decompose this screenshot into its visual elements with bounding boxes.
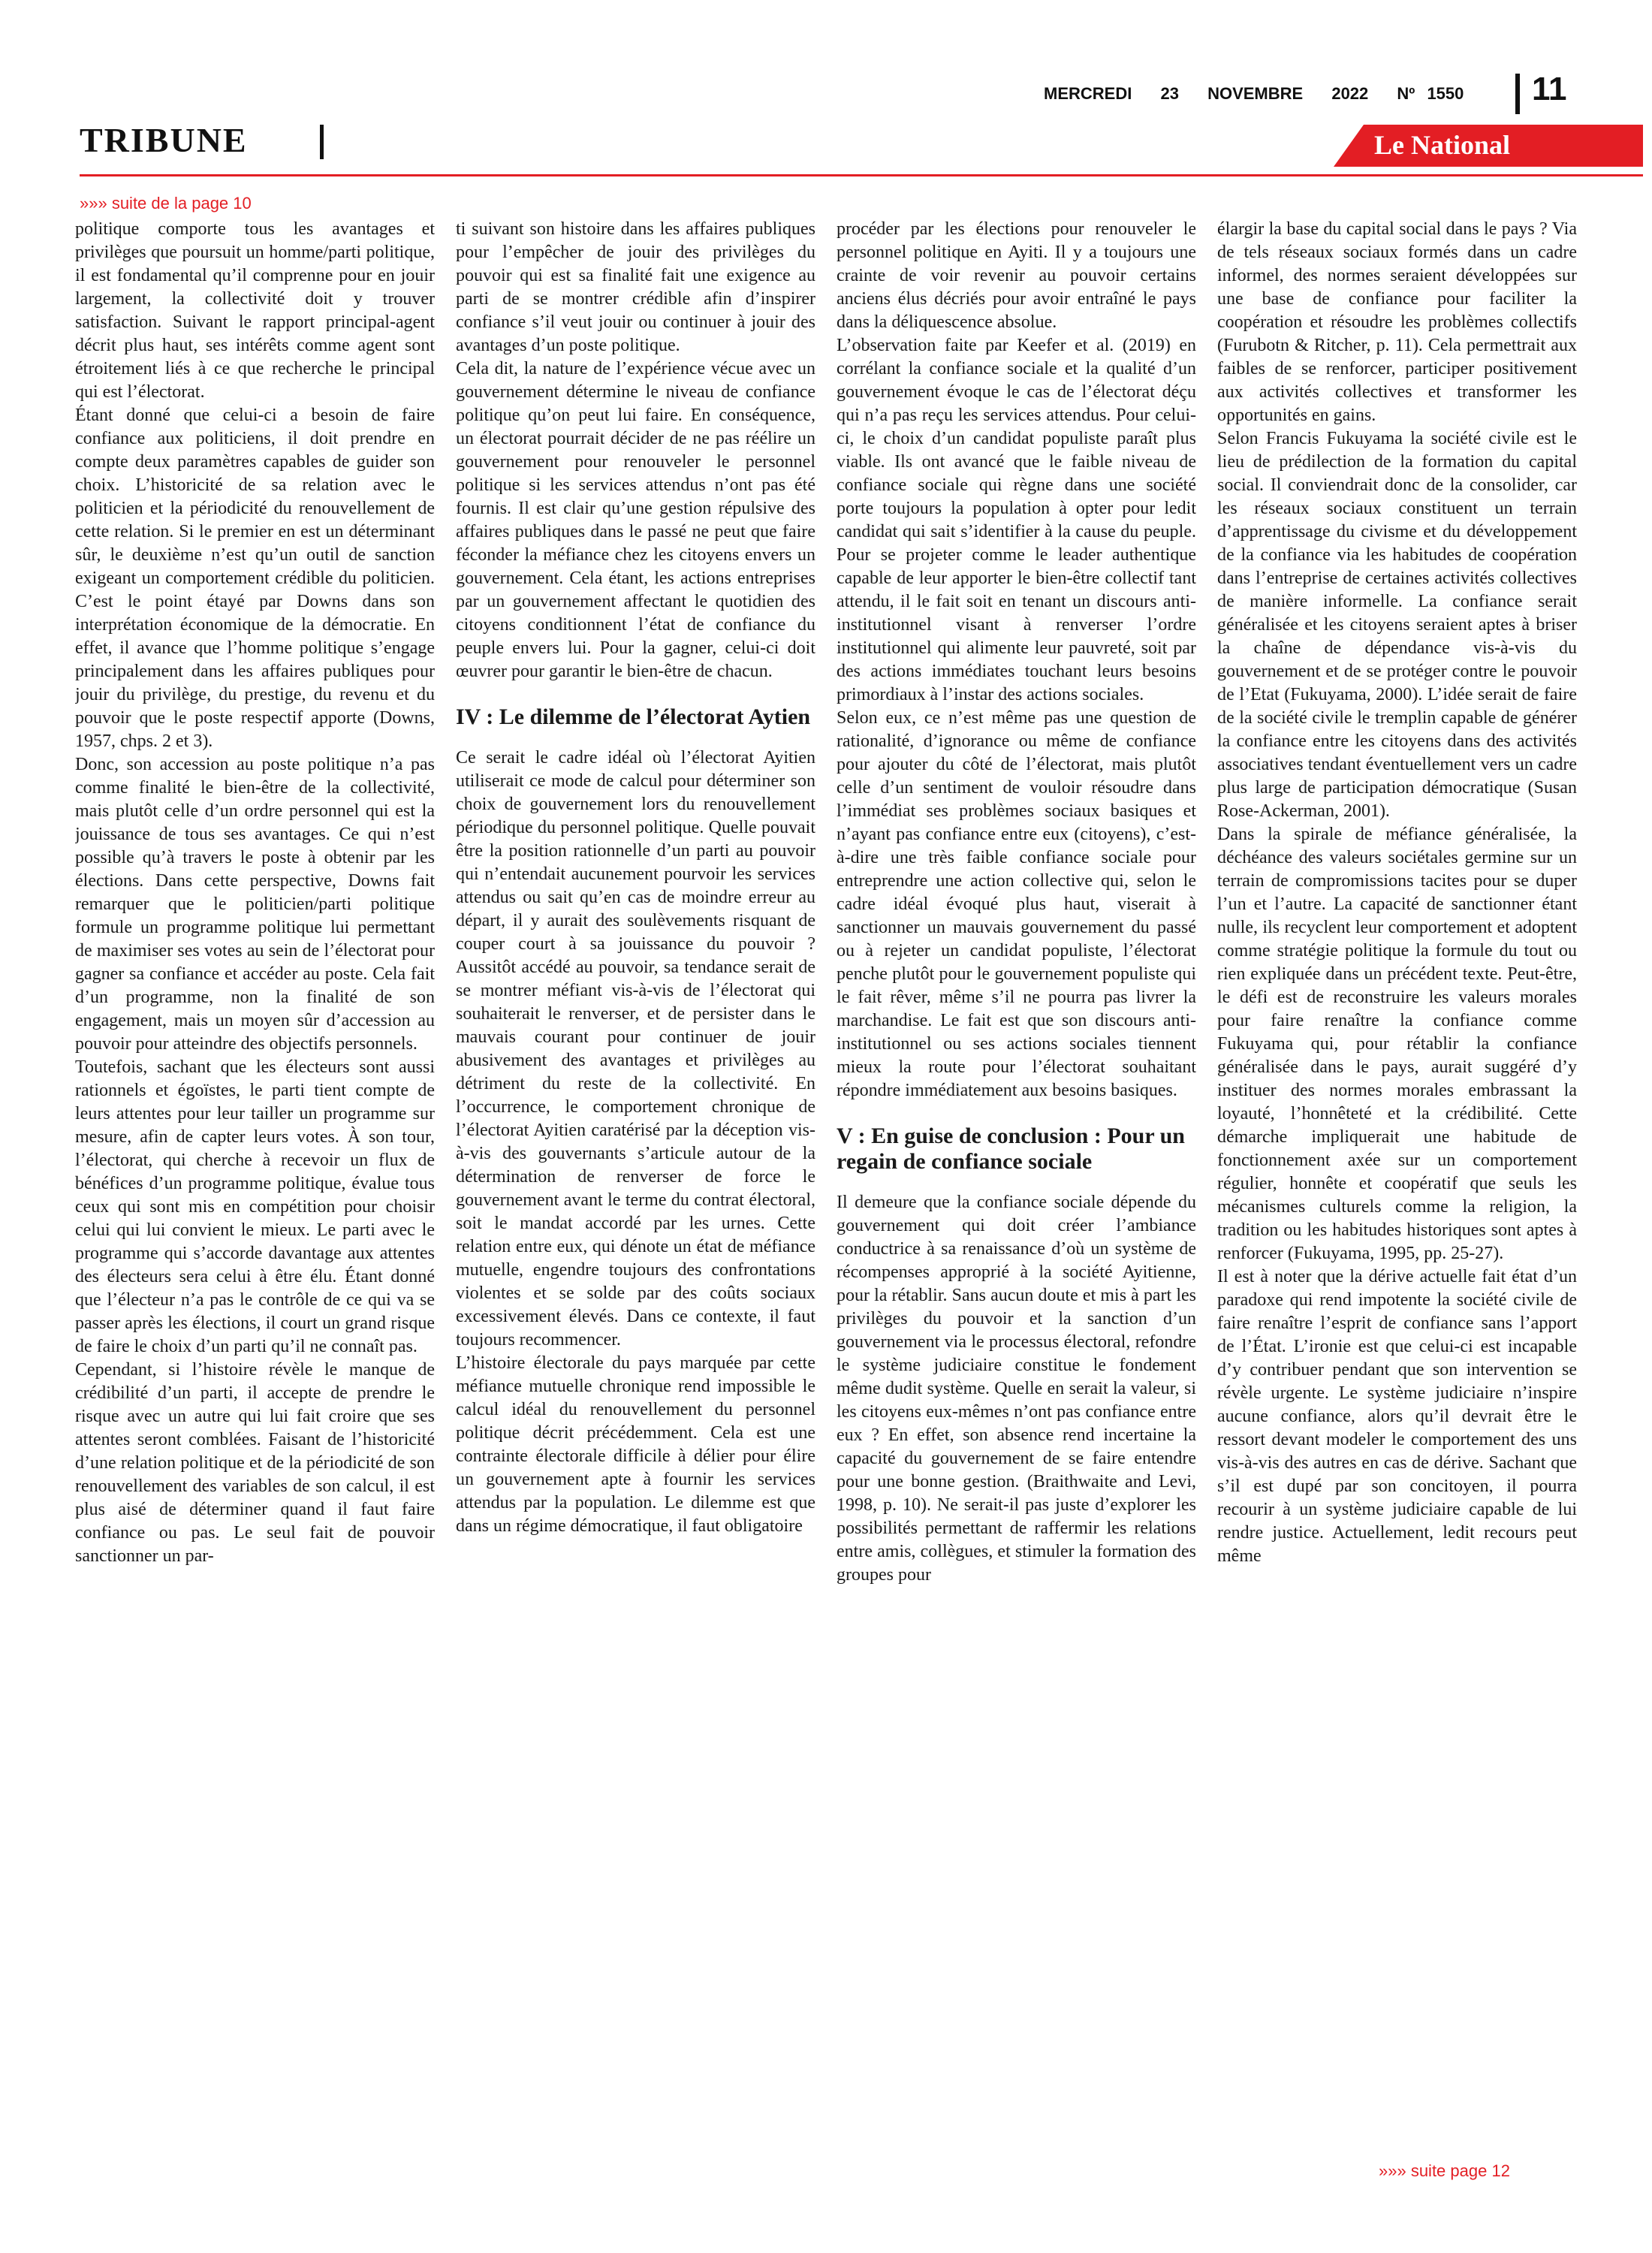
date-day: 23 [1160, 84, 1179, 103]
section-divider [320, 125, 324, 159]
paragraph: Cela dit, la nature de l’expérience vécue avec un gouvernement détermine le niveau de confiance politique qu’on peut lui faire. En conséquence, un électorat pourrait décider de ne pas réélire un gouvernement pour renouveler le personnel politique si les services attendus n’ont pas été fournis. Il est clair qu’une gestion répulsive des affaires publiques dans le passé ne peut que faire féconder la méfiance chez les citoyens envers un gouvernement. Cela étant, les actions entreprises par un gouvernement affectant le quotidien des citoyens conditionnent l’état de confiance du peuple envers lui. Pour la gagner, celui-ci doit œuvrer pour garantir le bien-être de chacun. [456, 359, 815, 681]
article-column-4 [1217, 218, 1577, 2148]
date-month: NOVEMBRE [1207, 84, 1304, 103]
paragraph: Toutefois, sachant que les électeurs sont aussi rationnels et égoïstes, le parti tient compte de leurs attentes pour leur tailler un programme sur mesure, afin de capter leurs votes. À son tour, l’électorat, qui cherche à recevoir un flux de bénéfices d’un programme politique, évalue tous ceux qui sont mis en compétition pour choisir celui qui lui convient le mieux. Le parti avec le programme qui s’accorde davantage aux attentes des électeurs sera celui à être élu. Étant donné que l’électeur n’a pas le contrôle de ce qui va se passer après les élections, il court un grand risque de faire le choix d’un parti qu’il ne connaît pas. [75, 1057, 435, 1356]
paragraph: procéder par les élections pour renouveler le personnel politique en Ayiti. Il y a toujours une crainte de voir revenir au pouvoir certains anciens élus décriés pour avoir entraîné le pays dans la déliquescence absolue. [837, 219, 1196, 332]
masthead [0, 0, 1652, 180]
paragraph: élargir la base du capital social dans le pays ? Via de tels réseaux sociaux formés dans un cadre informel, des normes seraient développées sur une base de confiance pour faciliter la coopération et résoudre les problèmes collectifs (Furubotn & Ritcher, p. 11). Cela permettrait aux faibles de se renforcer, participer positivement aux activités collectives et transformer les opportunités en gains. [1217, 219, 1577, 425]
article-column-1 [75, 218, 435, 2148]
article-column-3 [837, 218, 1196, 2148]
paragraph: Ce serait le cadre idéal où l’électorat Ayitien utiliserait ce mode de calcul pour déterminer son choix de gouvernement lors du renouvellement périodique du personnel politique. Quelle pouvait être la position rationnelle d’un parti au pouvoir qui n’entendait aucunement pourvoir les services attendus ou sait qu’en cas de moindre erreur au départ, il y aurait des soulèvements risquant de couper court à sa jouissance du pouvoir ? Aussitôt accédé au pouvoir, sa tendance serait de se montrer méfiant vis-à-vis de l’électorat qui souhaiterait le renverser, et de persister dans le mauvais courant pour continuer de jouir abusivement des avantages et privilèges au détriment du reste de la collectivité. En l’occurrence, le comportement chronique de l’électorat Ayitien caratérisé par la déception vis-à-vis des gouvernants s’articule autour de la détermination de renverser de force le gouvernement avant le terme du contrat électoral, soit le mandat accordé par les urnes. Cette relation entre eux, qui dénote un état de méfiance mutuelle, engendre toujours des confrontations violentes et se solde par des coûts sociaux excessivement élevés. Dans ce contexte, il faut toujours recommencer. [456, 748, 815, 1350]
brand-logo-text: Le National [1374, 130, 1511, 160]
continued-from-link[interactable]: »»» suite de la page 10 [80, 194, 252, 213]
paragraph: ti suivant son histoire dans les affaires publiques pour l’empêcher de jouir des privilèges du pouvoir qui est sa finalité fait une exigence au parti de se montrer crédible afin d’inspirer confiance s’il veut jouir ou continuer à jouir des avantages d’un poste politique. [456, 219, 815, 355]
section-title: TRIBUNE [80, 121, 248, 159]
paragraph: politique comporte tous les avantages et privilèges que poursuit un homme/parti politique, il est fondamental qu’il comprenne pour en jouir largement, la collectivité doit y trouver satisfaction. Suivant le rapport principal-agent décrit plus haut, ses intérêts comme agent sont étroitement liés à ce que recherche le principal qui est l’électorat. [75, 219, 435, 402]
issue-number: Nº 1550 [1397, 84, 1464, 103]
continued-on-link[interactable]: »»» suite page 12 [1379, 2161, 1510, 2180]
header-rule [80, 174, 1643, 176]
paragraph: Dans la spirale de méfiance généralisée, la déchéance des valeurs sociétales germine sur un terrain de compromissions tacites pour se duper l’un et l’autre. La capacité de sanctionner étant nulle, ils recyclent leur comportement et adoptent comme stratégie politique la formule du tout ou rien expliquée dans un précédent texte. Peut-être, le défi est de reconstruire les valeurs morales pour faire renaître la confiance comme Fukuyama qui, pour rétablir la confiance généralisée dans le pays, aurait suggéré d’y instituer des normes morales embrassant la loyauté, l’honnêteté et la crédibilité. Cette démarche impliquerait une habitude de fonctionnement axée sur un comportement régulier, honnête et coopératif que seuls les mécanismes culturels comme la religion, la tradition ou les habitudes historiques sont aptes à renforcer (Fukuyama, 1995, pp. 25-27). [1217, 825, 1577, 1263]
paragraph: Étant donné que celui-ci a besoin de faire confiance aux politiciens, il doit prendre en compte deux paramètres capables de guider son choix. L’historicité de sa relation avec le politicien et la périodicité du renouvellement de cette relation. Si le premier en est un déterminant sûr, le deuxième n’est qu’un outil de sanction exigeant un comportement crédible du politicien. C’est le point étayé par Downs dans son interprétation économique de la démocratie. En effet, il avance que l’homme politique s’engage principalement dans les affaires publiques pour jouir du privilège, du prestige, du revenu et du pouvoir que le poste respectif apporte (Downs, 1957, chps. 2 et 3). [75, 406, 435, 751]
paragraph: Selon eux, ce n’est même pas une question de rationalité, d’ignorance ou même de confiance pour ajouter du côté de l’électorat, mais plutôt celle d’un sentiment de vouloir résoudre dans l’immédiat ses problèmes sociaux basiques et n’ayant pas confiance entre eux (citoyens), c’est-à-dire une très faible confiance sociale pour entreprendre une action collective qui, selon le cadre idéal évoqué plus haut, viserait à sanctionner un mauvais gouvernement du passé ou à rejeter un candidat populiste, l’électorat penche plutôt pour le gouvernement populiste qui le fait rêver, même s’il ne pourra pas livrer la marchandise. Le fait est que son discours anti-institutionnel ou ses actions sociales tiennent mieux la route pour l’électorat souhaitant répondre immédiatement aux besoins basiques. [837, 708, 1196, 1100]
article-column-2 [456, 218, 815, 2148]
page-number: 11 [1532, 71, 1567, 107]
paragraph: Donc, son accession au poste politique n’a pas comme finalité le bien-être de la collectivité, mais plutôt celle d’un ordre personnel qui est la jouissance de tous ses avantages. Ce qui n’est possible qu’à travers le poste à obtenir par les élections. Dans cette perspective, Downs fait remarquer que le politicien/parti politique formule un programme politique lui permettant de maximiser ses votes au sein de l’électorat pour gagner sa confiance et accéder au poste. Cela fait d’un programme, non la finalité de son engagement, mais un moyen sûr d’accession au pouvoir pour atteindre des objectifs personnels. [75, 755, 435, 1054]
date-weekday: MERCREDI [1044, 84, 1132, 103]
issue-date-line [1044, 84, 1480, 104]
section-heading: V : En guise de conclusion : Pour un regain de confiance sociale [837, 1123, 1185, 1174]
page-number-divider [1515, 74, 1520, 114]
paragraph: L’observation faite par Keefer et al. (2019) en corrélant la confiance sociale et la qualité d’un gouvernement évoque le cas de l’électorat déçu qui n’a pas reçu les services attendus. Pour celui-ci, le choix d’un candidat populiste paraît plus viable. Ils ont avancé que le faible niveau de confiance sociale qui règne dans une société porte toujours la population à opter pour ledit candidat qui sait s’identifier à la cause du peuple. Pour se projeter comme le leader authentique capable de leur apporter le bien-être collectif tant attendu, il le fait soit en tenant un discours anti-institutionnel visant à renverser l’ordre institutionnel qui alimente leur pauvreté, soit par des actions immédiates touchant leurs besoins primordiaux à l’instar des actions sociales. [837, 336, 1196, 704]
date-year: 2022 [1331, 84, 1369, 103]
paragraph: L’histoire électorale du pays marquée par cette méfiance mutuelle chronique rend impossible le calcul idéal du renouvellement du personnel politique décrit précédemment. Cela est une contrainte électorale difficile à délier pour élire un gouvernement apte à fournir les services attendus par la population. Le dilemme est que dans un régime démocratique, il faut obligatoire [456, 1353, 815, 1536]
paragraph: Cependant, si l’histoire révèle le manque de crédibilité d’un parti, il accepte de prendre le risque avec un autre qui lui fait croire que ses attentes seront comblées. Faisant de l’historicité d’une relation politique et de la périodicité de son renouvellement des variables de son calcul, il est plus aisé de déterminer quand il faut faire confiance ou pas. Le seul fait de pouvoir sanctionner un par- [75, 1360, 435, 1566]
article-body [75, 218, 1577, 2148]
section-heading: IV : Le dilemme de l’électorat Aytien [456, 704, 811, 729]
paragraph: Il est à noter que la dérive actuelle fait état d’un paradoxe qui rend impotente la société civile de faire renaître l’esprit de confiance sans l’apport de l’État. L’ironie est que celui-ci est incapable d’y contribuer pendant que son intervention se révèle urgente. Le système judiciaire n’inspire aucune confiance, alors qu’il devrait être le ressort devant modeler le comportement des uns vis-à-vis des autres en cas de dérive. Sachant que s’il est dupé par son concitoyen, il pourra recourir à un système judiciaire capable de lui rendre justice. Actuellement, ledit recours peut même [1217, 1267, 1577, 1566]
paragraph: Selon Francis Fukuyama la société civile est le lieu de prédilection de la formation du capital social. Il conviendrait donc de la consolider, car les réseaux sociaux constituent un terrain d’apprentissage du civisme et du développement de la confiance via les habitudes de coopération dans l’entreprise de certaines activités collectives de manière informelle. La confiance serait généralisée et les citoyens seraient aptes à briser la chaîne de dépendance vis-à-vis du gouvernement et de se protéger contre le pouvoir de l’Etat (Fukuyama, 2000). L’idée serait de faire de la société civile le tremplin capable de générer la confiance entre les citoyens dans des activités associatives tendant éventuellement vers un cadre plus large de participation démocratique (Susan Rose-Ackerman, 2001). [1217, 429, 1577, 821]
paragraph: Il demeure que la confiance sociale dépende du gouvernement qui doit créer l’ambiance conductrice à sa renaissance d’où un système de récompenses approprié à la société Ayitienne, pour la rétablir. Sans aucun doute et mis à part les privilèges du pouvoir et la sanction d’un gouvernement via le processus électoral, refondre le système judiciaire constitue le fondement même dudit système. Quelle en serait la valeur, si les citoyens eux-mêmes n’ont pas confiance entre eux ? En effet, son absence rend incertaine la capacité du gouvernement de se faire entendre pour une bonne gestion. (Braithwaite and Levi, 1998, p. 10). Ne serait-il pas juste d’explorer les possibilités permettant de raffermir les relations entre amis, collègues, et stimuler la formation des groupes pour [837, 1193, 1196, 1585]
